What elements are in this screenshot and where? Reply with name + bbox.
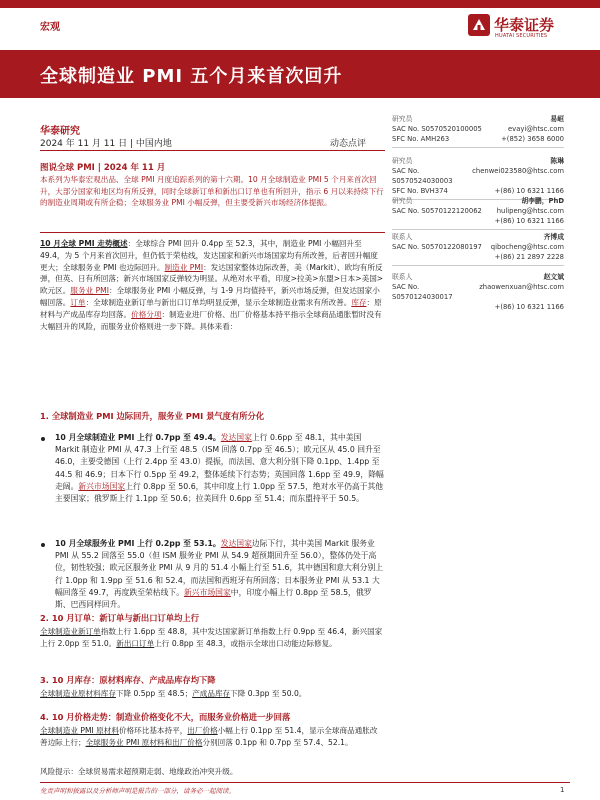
analyst-email[interactable]: chenwei023580@htsc.com	[472, 167, 564, 175]
bullet-sub: 新兴市场国家	[184, 587, 231, 597]
analyst-role: 研究员	[392, 157, 413, 165]
analyst-divider	[392, 146, 564, 148]
analyst-phone: +(86) 21 2897 2228	[494, 253, 564, 261]
analyst-email[interactable]: hulipeng@htsc.com	[496, 207, 564, 215]
analyst-sac: SAC No. S0570122120062	[392, 207, 482, 215]
bullet-text: 上行 0.6pp 至 48.1，其中美国 Markit 制造业 PMI 从 47.3 上行至 48.5（ISM 回落 0.7pp 至 46.5）；欧元区从 45.0 回升至 46.0，主要受德国（上行 2.4pp 至 43.0）提振，而法国、意大利分别下降 0.1pp、1.4pp 至 44.5 和 46.9；日本下行 0.5pp 至 49.2，整体延续下行态势；英国回落 1.6pp 至 49.9，降幅走阔。	[55, 433, 384, 491]
analyst-email[interactable]: evayi@htsc.com	[507, 125, 564, 133]
analyst-name: 赵文斌	[543, 273, 564, 281]
section-2-heading: 2. 10 月订单：新订单与新出口订单均上行	[40, 613, 199, 623]
overview-sub: 制造业 PMI	[164, 262, 204, 272]
overview-text: ：全球综合 PMI 回升 0.4pp 至 52.3，其中，制造业 PMI 小幅回升至 49.4，为 5 个月来首次回升，但仍低于荣枯线，发达国家和新兴市场国家均有所改善，后者回升幅度更大；全球服务业 PMI 也边际回升。	[40, 239, 378, 272]
analyst-name: 陈琳	[550, 157, 564, 165]
analyst-card	[392, 232, 564, 266]
analyst-name: 齐博成	[543, 233, 564, 241]
analyst-email[interactable]: zhaowenxuan@htsc.com	[479, 283, 564, 291]
logo-text-en: HUATAI SECURITIES	[495, 33, 548, 39]
section-4-heading: 4. 10 月价格走势：制造业价格变化不大，而服务业价格进一步回落	[40, 712, 291, 722]
section-4-text	[40, 725, 385, 749]
analyst-sac: SAC No. S0570122080197	[392, 243, 482, 251]
summary-text: 本系列为华泰宏观出品、全球 PMI 月度追踪系列的第十六期。10 月全球制造业 PMI 5 个月来首次回升，大部分国家和地区均有所反弹，同时全球新订单和新出口订单也有所回升，指示 6 月以来持续下行的制造业周期或有所企稳；全球服务业 PMI 小幅反弹，但主要受新兴市场经济体提振。	[40, 175, 384, 208]
section-sub: 全球制造业新订单	[40, 627, 101, 636]
analyst-card	[392, 156, 564, 200]
section-text: 价格环比基本持平，	[118, 726, 188, 735]
section-sub: 全球服务业 PMI 原材料和出厂价格	[85, 737, 203, 747]
risk-warning: 风险提示：全球贸易需求超预期走弱、地缘政治冲突升级。	[40, 767, 238, 776]
overview-sub: 价格分项	[131, 309, 162, 319]
bullet-text: 边际下行，其中美国 Markit 服务业 PMI 从 55.2 回落至 55.0（但 ISM 服务业 PMI 从 54.9 超预期回升至 56.0），整体仍处于高位，韧性较强；欧元区服务业 PMI 从 9 月的 51.4 小幅上行至 51.6，其中德国和意大利分别上行 1.0pp 和 1.9pp 至 51.6 和 52.4，而法国和西班牙有所回落；日本服务业 PMI 从 53.1 大幅回落至 49.7，再度跌至荣枯线下。	[55, 539, 384, 597]
analyst-sfc: SFC No. AMH263	[392, 135, 450, 143]
bullet-lead: 10 月全球服务业 PMI 上行 0.2pp 至 53.1。	[55, 539, 221, 548]
divider	[40, 232, 385, 233]
overview-lead: 10 月全球 PMI 走势概述	[40, 239, 128, 248]
overview-text: ：全球制造业新订单与新出口订单均明显反弹，显示全球制造业需求有所改善。	[85, 297, 352, 307]
section-text: 下降 0.3pp 至 50.0。	[230, 689, 307, 698]
analyst-role: 联系人	[392, 233, 413, 241]
analyst-phone: +(86) 10 6321 1166	[494, 187, 564, 195]
overview-text: ：全球服务业 PMI 小幅反弹，与 1-9 月均值持平，新兴市场反弹，但发达国家小幅回落。	[40, 286, 380, 307]
bullet-sub: 发达国家	[220, 539, 252, 548]
section-3-text	[40, 688, 385, 700]
analyst-card	[392, 114, 564, 148]
overview-sub: 库存	[351, 297, 367, 307]
bullet-text: 上行 0.8pp 至 50.6，其中印度上行 1.0pp 至 57.5，绝对水平仍高于其他主要国家；俄罗斯上行 1.1pp 至 50.6；拉美回升 0.6pp 至 51.4；而东盟持平于 50.5。	[55, 481, 384, 504]
analyst-name: 易峘	[550, 115, 564, 123]
section-sub: 全球制造业 PMI 原材料	[40, 726, 119, 735]
analyst-sac: SAC No. S0570524030003	[392, 167, 453, 185]
section-sub: 出厂价格	[187, 726, 218, 735]
section-text: 小幅上行 0.1pp 至 51.4，显示全球商品通胀改善边际上行；	[40, 726, 378, 747]
overview-sub: 订单	[70, 297, 86, 307]
section-label: 宏观	[40, 22, 60, 33]
analyst-sac: SAC No. S0570124030017	[392, 283, 453, 301]
analyst-card	[392, 272, 564, 312]
overview-sub: 服务业 PMI	[70, 286, 109, 296]
overview-text: ：发达国家整体边际改善，美（Markit）、欧均有所反弹，但英、日有所回落；新兴市场国家反弹较为明显。从绝对水平看，印度>拉美>东盟>日本>美国>欧元区。	[40, 262, 384, 296]
company-logo	[468, 14, 588, 44]
footer-divider	[40, 782, 570, 783]
analyst-phone: +(86) 10 6321 1166	[494, 217, 564, 225]
bullet-manufacturing	[55, 432, 385, 505]
logo-text-cn: 华泰证券	[494, 16, 555, 34]
analyst-card	[392, 196, 564, 230]
analyst-phone: +(86) 10 6321 1166	[494, 303, 564, 311]
overview-paragraph	[40, 238, 385, 332]
report-type-tag: 动态点评	[330, 139, 367, 149]
bullet-dot	[41, 543, 45, 547]
bullet-text: 中，印度小幅上行 0.8pp 至 58.5，俄罗斯、巴西同样回升。	[55, 587, 372, 610]
analyst-role: 研究员	[392, 115, 413, 123]
analyst-divider	[392, 264, 564, 266]
analyst-sfc: SFC No. BVH374	[392, 187, 448, 195]
section-1-heading: 1. 全球制造业 PMI 边际回升，服务业 PMI 景气度有所分化	[40, 411, 265, 421]
analyst-name: 胡李鹏，PhD	[521, 197, 564, 205]
bullet-sub: 新兴市场国家	[78, 481, 126, 491]
section-text: 上行 0.8pp 至 48.3，或指示全球出口动能边际修复。	[154, 638, 337, 648]
section-sub: 新出口订单	[116, 638, 155, 648]
summary-title: 图说全球 PMI | 2024 年 11 月	[40, 163, 166, 173]
divider	[40, 150, 385, 151]
bullet-sub: 发达国家	[220, 433, 252, 442]
analyst-sac: SAC No. S0570520100005	[392, 125, 482, 133]
footer-disclaimer: 免责声明和披露以及分析师声明是报告的一部分，请务必一起阅读。	[40, 787, 235, 795]
bullet-dot	[41, 437, 45, 441]
section-2-text	[40, 626, 385, 650]
date-line: 2024 年 11 月 11 日 | 中国内地	[40, 139, 172, 149]
section-sub: 产成品库存	[192, 689, 231, 698]
top-bar	[0, 0, 600, 8]
research-label: 华泰研究	[40, 126, 80, 137]
analyst-phone: +(852) 3658 6000	[501, 135, 564, 143]
section-text: 指数上行 1.6pp 至 48.8，其中发达国家新订单指数上行 0.9pp 至 46.4，新兴国家上行 2.0pp 至 51.0。	[40, 627, 383, 648]
analyst-divider	[392, 228, 564, 230]
bullet-services	[55, 538, 385, 611]
bullet-lead: 10 月全球制造业 PMI 上行 0.7pp 至 49.4。	[55, 433, 221, 442]
section-text: 分别回落 0.1pp 和 0.7pp 至 57.4、52.1。	[202, 737, 353, 747]
section-3-heading: 3. 10 月库存：原材料库存、产成品库存均下降	[40, 675, 216, 685]
page-number: 1	[560, 786, 565, 794]
section-sub: 全球制造业原材料库存	[40, 689, 116, 698]
analyst-role: 研究员	[392, 197, 413, 205]
report-title: 全球制造业 PMI 五个月来首次回升	[40, 66, 343, 87]
logo-mark-icon	[468, 14, 490, 36]
analyst-email[interactable]: qibocheng@htsc.com	[490, 243, 564, 251]
section-text: 下降 0.5pp 至 48.5；	[115, 689, 193, 698]
overview-text: ：制造业进厂价格、出厂价格基本持平指示全球商品通胀暂时没有大幅回升的风险，而服务业价格则进一步下降。具体来看：	[40, 309, 382, 331]
overview-text: ：原材料与产成品库存均回落。	[40, 297, 382, 319]
analyst-role: 联系人	[392, 273, 413, 281]
